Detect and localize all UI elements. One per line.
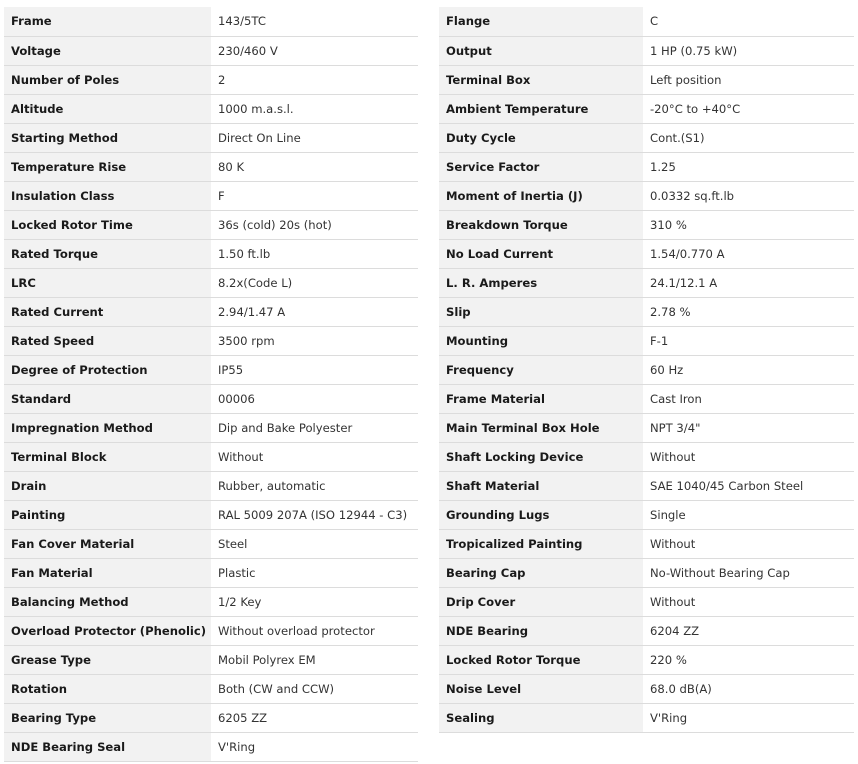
spec-label: Drip Cover (439, 587, 643, 616)
spec-label: Mounting (439, 326, 643, 355)
spec-row (4, 181, 418, 210)
spec-value: 310 % (643, 210, 854, 239)
spec-row (439, 442, 854, 471)
spec-label: LRC (4, 268, 211, 297)
spec-label: No Load Current (439, 239, 643, 268)
spec-value: No-Without Bearing Cap (643, 558, 854, 587)
spec-value: 1/2 Key (211, 587, 418, 616)
spec-value: Mobil Polyrex EM (211, 645, 418, 674)
spec-label: Number of Poles (4, 65, 211, 94)
spec-row (439, 268, 854, 297)
spec-row (4, 703, 418, 732)
spec-row (4, 384, 418, 413)
spec-value: 24.1/12.1 A (643, 268, 854, 297)
spec-value: 68.0 dB(A) (643, 674, 854, 703)
spec-row (4, 587, 418, 616)
spec-row (439, 326, 854, 355)
spec-value: SAE 1040/45 Carbon Steel (643, 471, 854, 500)
spec-label: Locked Rotor Time (4, 210, 211, 239)
spec-row (439, 297, 854, 326)
spec-label: Rotation (4, 674, 211, 703)
spec-value: Dip and Bake Polyester (211, 413, 418, 442)
spec-value: 6204 ZZ (643, 616, 854, 645)
spec-value: Without (211, 442, 418, 471)
spec-value: Cast Iron (643, 384, 854, 413)
spec-label: Fan Cover Material (4, 529, 211, 558)
spec-row (4, 529, 418, 558)
spec-label: Shaft Material (439, 471, 643, 500)
spec-value: Cont.(S1) (643, 123, 854, 152)
spec-row (4, 297, 418, 326)
spec-table-right (439, 7, 854, 733)
spec-value: Plastic (211, 558, 418, 587)
spec-label: Sealing (439, 703, 643, 732)
spec-label: Bearing Type (4, 703, 211, 732)
spec-row (4, 268, 418, 297)
spec-label: Noise Level (439, 674, 643, 703)
spec-value: F (211, 181, 418, 210)
spec-value: 2.78 % (643, 297, 854, 326)
spec-row (4, 7, 418, 36)
spec-value: 60 Hz (643, 355, 854, 384)
spec-value: Without (643, 529, 854, 558)
spec-value: V'Ring (211, 732, 418, 761)
spec-label: Insulation Class (4, 181, 211, 210)
spec-label: Frame Material (439, 384, 643, 413)
spec-row (439, 500, 854, 529)
spec-row (439, 413, 854, 442)
spec-row (439, 181, 854, 210)
spec-label: Duty Cycle (439, 123, 643, 152)
spec-row (439, 123, 854, 152)
spec-row (439, 384, 854, 413)
spec-value: 220 % (643, 645, 854, 674)
spec-table-right-body (439, 7, 854, 732)
spec-label: Slip (439, 297, 643, 326)
spec-label: Terminal Box (439, 65, 643, 94)
spec-value: Single (643, 500, 854, 529)
spec-row (4, 674, 418, 703)
spec-value: 80 K (211, 152, 418, 181)
spec-row (439, 471, 854, 500)
spec-value: 3500 rpm (211, 326, 418, 355)
spec-label: Output (439, 36, 643, 65)
spec-label: Painting (4, 500, 211, 529)
spec-value: -20°C to +40°C (643, 94, 854, 123)
spec-row (4, 355, 418, 384)
spec-label: Rated Speed (4, 326, 211, 355)
spec-label: Frequency (439, 355, 643, 384)
spec-label: Service Factor (439, 152, 643, 181)
spec-label: Temperature Rise (4, 152, 211, 181)
spec-value: 1000 m.a.s.l. (211, 94, 418, 123)
spec-value: Without overload protector (211, 616, 418, 645)
spec-row (439, 239, 854, 268)
spec-value: RAL 5009 207A (ISO 12944 - C3) (211, 500, 418, 529)
spec-label: Impregnation Method (4, 413, 211, 442)
spec-label: Fan Material (4, 558, 211, 587)
spec-row (439, 616, 854, 645)
spec-row (439, 210, 854, 239)
spec-row (439, 152, 854, 181)
spec-row (4, 36, 418, 65)
spec-value: Rubber, automatic (211, 471, 418, 500)
spec-row (4, 442, 418, 471)
spec-row (439, 36, 854, 65)
spec-value: 0.0332 sq.ft.lb (643, 181, 854, 210)
spec-value: Both (CW and CCW) (211, 674, 418, 703)
spec-label: Frame (4, 7, 211, 36)
spec-row (439, 703, 854, 732)
spec-row (4, 65, 418, 94)
spec-value: IP55 (211, 355, 418, 384)
spec-value: 8.2x(Code L) (211, 268, 418, 297)
spec-table-left-body (4, 7, 418, 761)
spec-row (439, 645, 854, 674)
spec-label: NDE Bearing Seal (4, 732, 211, 761)
spec-label: Shaft Locking Device (439, 442, 643, 471)
spec-row (439, 674, 854, 703)
spec-row (4, 326, 418, 355)
spec-row (4, 616, 418, 645)
spec-label: Ambient Temperature (439, 94, 643, 123)
spec-value: 1 HP (0.75 kW) (643, 36, 854, 65)
spec-row (439, 529, 854, 558)
spec-value: 00006 (211, 384, 418, 413)
spec-label: Rated Current (4, 297, 211, 326)
spec-label: Drain (4, 471, 211, 500)
spec-row (4, 558, 418, 587)
spec-row (4, 645, 418, 674)
spec-row (439, 558, 854, 587)
spec-value: F-1 (643, 326, 854, 355)
spec-row (439, 7, 854, 36)
spec-value: 143/5TC (211, 7, 418, 36)
spec-label: Voltage (4, 36, 211, 65)
spec-label: Grounding Lugs (439, 500, 643, 529)
spec-label: Balancing Method (4, 587, 211, 616)
spec-row (4, 239, 418, 268)
spec-value: Without (643, 587, 854, 616)
spec-label: Starting Method (4, 123, 211, 152)
spec-label: Tropicalized Painting (439, 529, 643, 558)
spec-row (439, 587, 854, 616)
spec-label: NDE Bearing (439, 616, 643, 645)
spec-row (4, 500, 418, 529)
spec-value: 1.50 ft.lb (211, 239, 418, 268)
spec-value: 1.54/0.770 A (643, 239, 854, 268)
spec-value: 230/460 V (211, 36, 418, 65)
spec-value: 2 (211, 65, 418, 94)
spec-label: Degree of Protection (4, 355, 211, 384)
spec-label: Standard (4, 384, 211, 413)
spec-row (4, 123, 418, 152)
spec-value: 6205 ZZ (211, 703, 418, 732)
spec-row (4, 732, 418, 761)
spec-row (4, 152, 418, 181)
spec-row (4, 413, 418, 442)
spec-label: Grease Type (4, 645, 211, 674)
spec-label: Locked Rotor Torque (439, 645, 643, 674)
spec-label: Moment of Inertia (J) (439, 181, 643, 210)
spec-value: V'Ring (643, 703, 854, 732)
spec-label: Breakdown Torque (439, 210, 643, 239)
spec-value: 36s (cold) 20s (hot) (211, 210, 418, 239)
spec-table-left (4, 7, 418, 762)
spec-label: Bearing Cap (439, 558, 643, 587)
spec-row (4, 210, 418, 239)
spec-value: NPT 3/4" (643, 413, 854, 442)
spec-value: Direct On Line (211, 123, 418, 152)
spec-label: Flange (439, 7, 643, 36)
spec-row (439, 94, 854, 123)
spec-value: 1.25 (643, 152, 854, 181)
spec-label: Altitude (4, 94, 211, 123)
spec-row (4, 471, 418, 500)
spec-label: Terminal Block (4, 442, 211, 471)
spec-label: Main Terminal Box Hole (439, 413, 643, 442)
spec-row (439, 355, 854, 384)
spec-label: L. R. Amperes (439, 268, 643, 297)
spec-value: Steel (211, 529, 418, 558)
spec-value: C (643, 7, 854, 36)
spec-value: Without (643, 442, 854, 471)
spec-row (439, 65, 854, 94)
spec-value: 2.94/1.47 A (211, 297, 418, 326)
spec-value: Left position (643, 65, 854, 94)
spec-label: Overload Protector (Phenolic) (4, 616, 211, 645)
spec-row (4, 94, 418, 123)
spec-label: Rated Torque (4, 239, 211, 268)
